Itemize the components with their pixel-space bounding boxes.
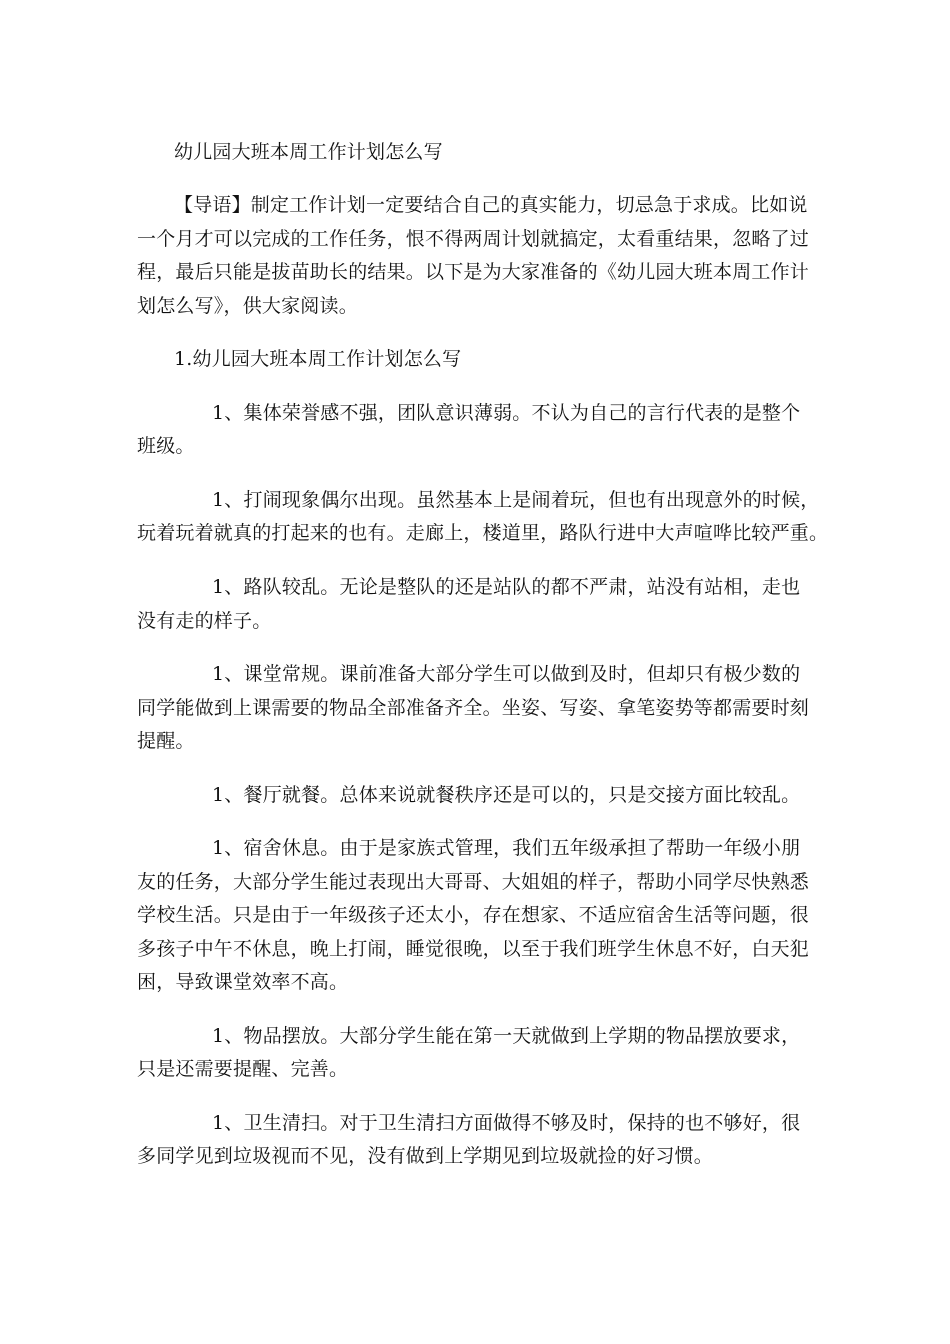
item-line: 1、物品摆放。大部分学生能在第一天就做到上学期的物品摆放要求， — [212, 1025, 801, 1047]
item-line: 多同学见到垃圾视而不见，没有做到上学期见到垃圾就捡的好习惯。 — [137, 1145, 714, 1167]
item-line: 玩着玩着就真的打起来的也有。走廊上，楼道里，路队行进中大声喧哗比较严重。 — [137, 522, 829, 544]
item-line: 同学能做到上课需要的物品全部准备齐全。坐姿、写姿、拿笔姿势等都需要时刻 — [137, 697, 810, 719]
item-line: 班级。 — [137, 435, 195, 457]
item-line: 1、卫生清扫。对于卫生清扫方面做得不够及时，保持的也不够好，很 — [212, 1112, 801, 1134]
item-line: 提醒。 — [137, 730, 195, 752]
intro-line: 一个月才可以完成的工作任务，恨不得两周计划就搞定，太看重结果，忽略了过 — [137, 228, 810, 250]
intro-line: 程，最后只能是拔苗助长的结果。以下是为大家准备的《幼儿园大班本周工作计 — [137, 261, 810, 283]
item-line: 1、路队较乱。无论是整队的还是站队的都不严肃，站没有站相，走也 — [212, 576, 801, 598]
intro-line: 【导语】制定工作计划一定要结合自己的真实能力，切忌急于求成。比如说 — [174, 194, 808, 216]
item-line: 多孩子中午不休息，晚上打闹，睡觉很晚，以至于我们班学生休息不好，白天犯 — [137, 938, 810, 960]
item-line: 1、宿舍休息。由于是家族式管理，我们五年级承担了帮助一年级小朋 — [212, 837, 801, 859]
item-line: 1、餐厅就餐。总体来说就餐秩序还是可以的，只是交接方面比较乱。 — [212, 784, 801, 806]
item-line: 友的任务，大部分学生能过表现出大哥哥、大姐姐的样子，帮助小同学尽快熟悉 — [137, 871, 810, 893]
item-line: 1、集体荣誉感不强，团队意识薄弱。不认为自己的言行代表的是整个 — [212, 402, 801, 424]
document-title: 幼儿园大班本周工作计划怎么写 — [174, 141, 443, 163]
item-line: 没有走的样子。 — [137, 610, 272, 632]
section-heading: 1.幼儿园大班本周工作计划怎么写 — [174, 348, 462, 370]
item-line: 1、打闹现象偶尔出现。虽然基本上是闹着玩，但也有出现意外的时候， — [212, 489, 820, 511]
item-line: 困，导致课堂效率不高。 — [137, 971, 349, 993]
item-line: 学校生活。只是由于一年级孩子还太小，存在想家、不适应宿舍生活等问题，很 — [137, 904, 810, 926]
item-line: 1、课堂常规。课前准备大部分学生可以做到及时，但却只有极少数的 — [212, 663, 801, 685]
intro-line: 划怎么写》，供大家阅读。 — [137, 295, 358, 317]
item-line: 只是还需要提醒、完善。 — [137, 1058, 349, 1080]
